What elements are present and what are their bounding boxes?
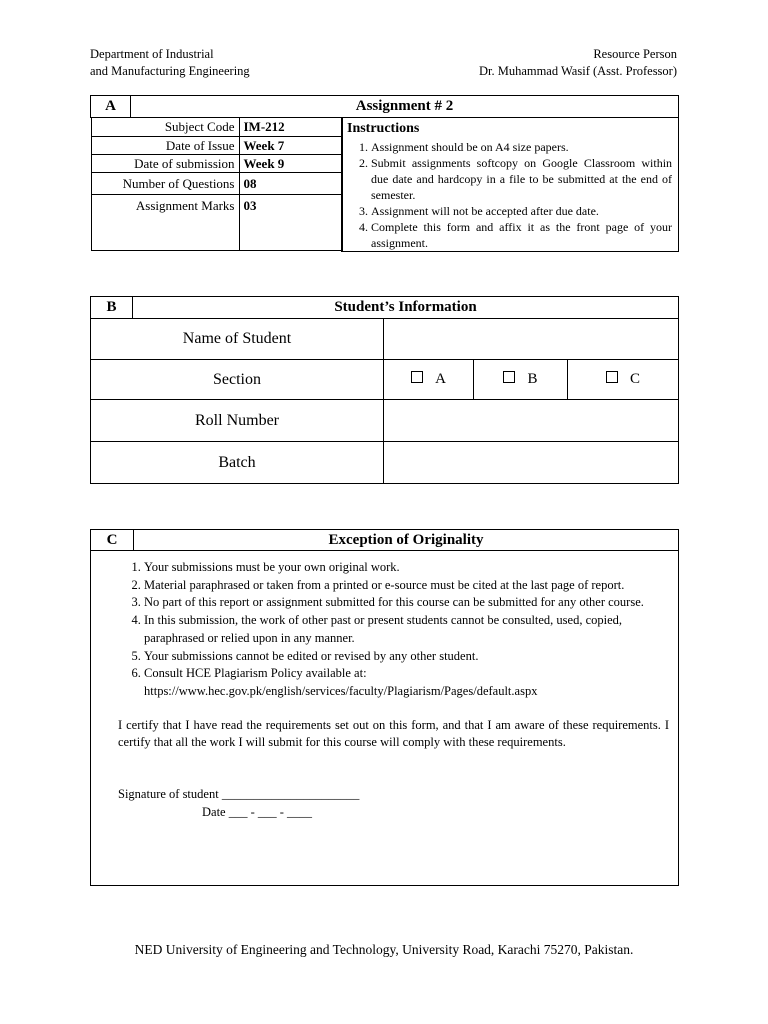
originality-list xyxy=(118,559,669,701)
name-of-student-label: Name of Student xyxy=(91,319,384,360)
subject-code-value: IM-212 xyxy=(239,118,342,136)
instruction-item: 2. Submit assignments softcopy on Google Classroom within due date and hardcopy in a file to be submitted at the end of semester. xyxy=(371,155,672,203)
section-label: Section xyxy=(91,360,384,400)
originality-table xyxy=(90,529,679,886)
date-of-submission-value: Week 9 xyxy=(239,154,342,172)
originality-title: Exception of Originality xyxy=(134,530,679,551)
resource-person-header xyxy=(479,46,677,80)
section-option-a[interactable] xyxy=(384,360,474,400)
originality-item: 2. Material paraphrased or taken from a printed or e-source must be cited at the last page of report. xyxy=(144,577,669,595)
originality-body xyxy=(91,551,679,886)
instruction-item: 4. Complete this form and affix it as the front page of your assignment. xyxy=(371,219,672,251)
originality-item: 1. Your submissions must be your own original work. xyxy=(144,559,669,577)
checkbox-icon[interactable] xyxy=(503,371,515,383)
batch-field[interactable] xyxy=(384,442,679,484)
section-option-c-label: C xyxy=(630,371,641,387)
originality-item: 3. No part of this report or assignment submitted for this course can be submitted for any other course. xyxy=(144,594,669,612)
department-line-1: Department of Industrial xyxy=(90,47,214,61)
signature-field[interactable]: ______________________ xyxy=(221,787,360,802)
department-header xyxy=(90,46,250,80)
number-of-questions-label: Number of Questions xyxy=(91,172,239,194)
assignment-marks-value: 03 xyxy=(239,194,342,250)
instructions-heading: Instructions xyxy=(347,121,420,136)
section-option-b[interactable] xyxy=(474,360,568,400)
date-of-issue-value: Week 7 xyxy=(239,136,342,154)
originality-item xyxy=(144,665,669,700)
section-b-letter: B xyxy=(91,297,133,319)
originality-item: 4. In this submission, the work of other past or present students cannot be consulted, used, copied, paraphrased or relied upon in any manner. xyxy=(144,612,669,647)
instruction-item: 1. Assignment should be on A4 size papers. xyxy=(371,139,672,155)
roll-number-field[interactable] xyxy=(384,400,679,442)
name-of-student-field[interactable] xyxy=(384,319,679,360)
resource-person-label: Resource Person xyxy=(593,47,677,61)
checkbox-icon[interactable] xyxy=(411,371,423,383)
instructions-list xyxy=(347,139,672,251)
student-info-table xyxy=(90,296,679,484)
policy-text: Consult HCE Plagiarism Policy available at: https://www.hec.gov.pk/english/services/faculty/Plagiarism/Pages/default.aspx xyxy=(144,666,538,698)
instructions-cell xyxy=(342,118,679,252)
assignment-meta-table xyxy=(91,118,343,251)
signature-label: Signature of student xyxy=(118,787,219,802)
date-label: Date xyxy=(202,804,226,819)
certification-statement: I certify that I have read the requirements set out on this form, and that I am aware of these requirements. I certify that all the work I will submit for this course will comply with these requirements. xyxy=(118,717,669,750)
section-c-letter: C xyxy=(91,530,134,551)
assignment-table xyxy=(90,95,679,252)
assignment-meta-cell xyxy=(91,118,342,252)
roll-number-label: Roll Number xyxy=(91,400,384,442)
subject-code-label: Subject Code xyxy=(91,118,239,136)
date-of-submission-label: Date of submission xyxy=(91,154,239,172)
batch-label: Batch xyxy=(91,442,384,484)
date-field[interactable]: ___ - ___ - ____ xyxy=(228,804,313,819)
assignment-marks-label: Assignment Marks xyxy=(91,194,239,250)
number-of-questions-value: 08 xyxy=(239,172,342,194)
originality-item: 5. Your submissions cannot be edited or revised by any other student. xyxy=(144,648,669,666)
department-line-2: and Manufacturing Engineering xyxy=(90,64,250,78)
section-option-b-label: B xyxy=(527,371,538,387)
date-of-issue-label: Date of Issue xyxy=(91,136,239,154)
date-line xyxy=(118,804,669,822)
instruction-item: 3. Assignment will not be accepted after due date. xyxy=(371,203,672,219)
university-footer: NED University of Engineering and Technology, University Road, Karachi 75270, Pakistan. xyxy=(134,942,634,957)
checkbox-icon[interactable] xyxy=(606,371,618,383)
resource-person-name: Dr. Muhammad Wasif (Asst. Professor) xyxy=(478,64,677,78)
section-a-letter: A xyxy=(91,96,131,118)
signature-line xyxy=(118,786,669,804)
section-option-c[interactable] xyxy=(568,360,679,400)
section-option-a-label: A xyxy=(435,371,446,387)
assignment-title: Assignment # 2 xyxy=(131,96,679,118)
student-info-title: Student’s Information xyxy=(133,297,679,319)
